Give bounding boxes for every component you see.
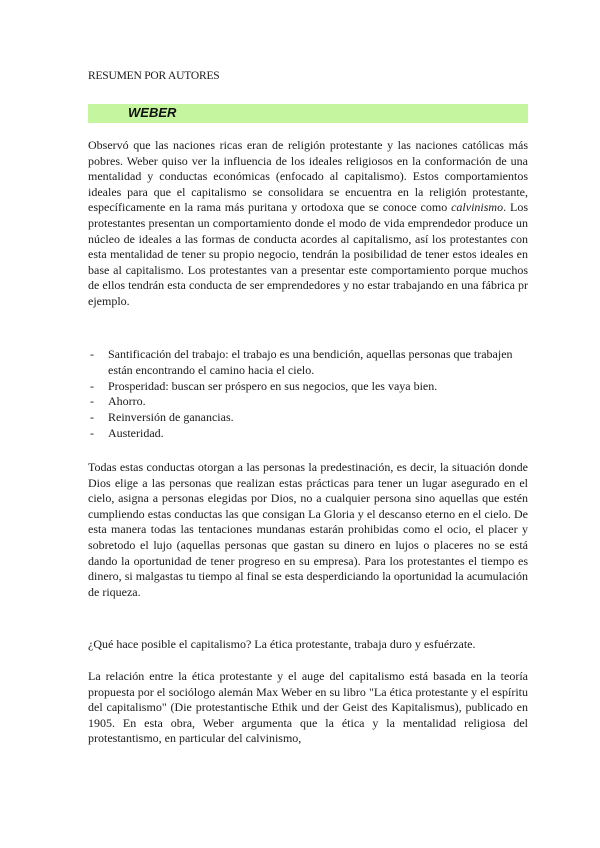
list-item-text: Austeridad. xyxy=(108,425,164,440)
bullet-dash: - xyxy=(90,347,94,361)
paragraph-weber-theory: La relación entre la ética protestante y el auge del capitalismo está basada en la teoría propuesta por el sociólogo alemán Max Weber en su libro "La ética protestante y el espíritu del capitalismo" (Die protestantische Ethik und der Geist des Kapitalismus), publicado en 1905. En esta obra, Weber argumenta que la ética y la mentalidad religiosa del protestantismo, en particular del calvinismo, xyxy=(88,669,528,746)
list-item xyxy=(88,379,528,395)
calvinismo-term: calvinismo xyxy=(451,200,504,215)
list-item xyxy=(88,410,528,426)
list-item-text: Prosperidad: buscan ser próspero en sus negocios, que les vaya bien. xyxy=(108,378,438,393)
list-item-text: Reinversión de ganancias. xyxy=(108,410,234,425)
protestant-traits-list xyxy=(88,347,528,442)
paragraph-intro-part2: . Los protestantes presentan un comportamiento donde el modo de vida emprendedor produce un núcleo de ideales a las formas de conducta acordes al capitalismo, así los protestantes con esta mentalidad de tener su propio negocio, tendrán la posibilidad de tener estos ideales en base al capitalismo. Los protestantes van a presentar este comportamiento porque muchos de ellos tendrán esta conducta de ser emprendedores y no estar trabajando en una fábrica pr ejemplo. xyxy=(88,200,528,308)
paragraph-question: ¿Qué hace posible el capitalismo? La ética protestante, trabaja duro y esfuérzate. xyxy=(88,637,476,651)
paragraph-predestination: Todas estas conductas otorgan a las personas la predestinación, es decir, la situación donde Dios elige a las personas que realizan estas prácticas para tener un lugar asegurado en el cielo, asigna a personas elegidas por Dios, no a cualquier persona sino aquellas que estén cumpliendo estas conductas las que consigan La Gloria y el descanso eterno en el cielo. De esta manera todas las tentaciones mundanas estarán prohibidas como el ocio, el placer y sobretodo el lujo (aquellas personas que gastan su dinero en lujos o placeres no se está dando la oportunidad de tener progreso en su empresa). Para los protestantes el tiempo es dinero, si malgastas tu tiempo al final se esta desperdiciando la oportunidad la acumulación de riqueza. xyxy=(88,460,528,599)
list-item-text: Santificación del trabajo: el trabajo es una bendición, aquellas personas que trabajen están encontrando el camino hacia el cielo. xyxy=(108,347,513,377)
section-heading-band xyxy=(88,104,528,123)
list-item xyxy=(88,394,528,410)
paragraph-intro-part1: Observó que las naciones ricas eran de religión protestante y las naciones católicas más pobres. Weber quiso ver la influencia de los ideales religiosos en la conformación de una mentalidad y conductas económicas (enfocado al capitalismo). Estos comportamientos ideales para que el capitalismo se consolidara se encuentra en la religión protestante, específicamente en la rama más puritana y ortodoxa que se conoce como xyxy=(88,138,528,215)
bullet-dash: - xyxy=(90,378,94,393)
bullet-dash: - xyxy=(90,410,94,425)
document-title: RESUMEN POR AUTORES xyxy=(88,70,220,82)
section-heading: WEBER xyxy=(128,105,177,120)
list-item xyxy=(88,347,528,379)
bullet-dash: - xyxy=(90,425,94,440)
bullet-dash: - xyxy=(90,394,94,409)
list-item-text: Ahorro. xyxy=(108,394,146,409)
paragraph-intro xyxy=(88,138,528,310)
list-item xyxy=(88,426,528,442)
